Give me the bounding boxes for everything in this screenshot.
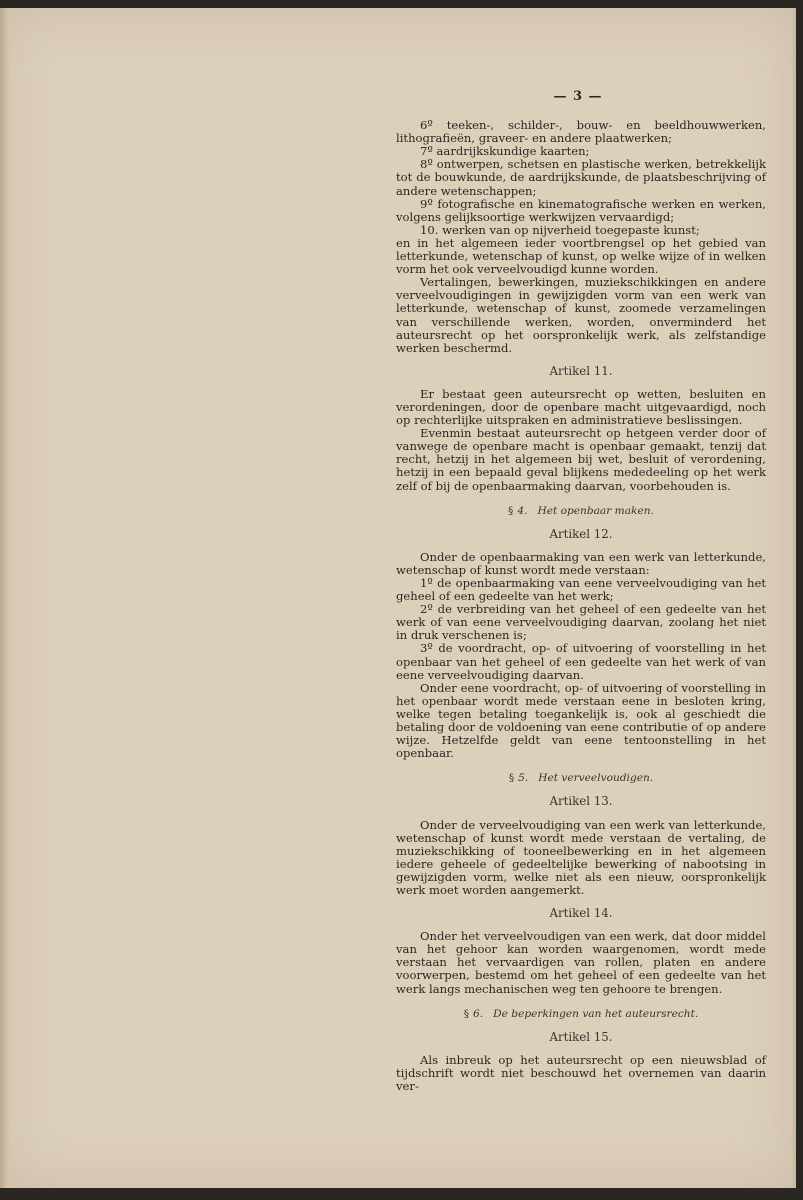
section-6-heading — [396, 1008, 766, 1021]
paragraph: Vertalingen, bewerkingen, muziekschikkingen en andere verveelvoudigingen in gewijzigden vorm van een werk van letterkunde, wetenschap of kunst, zoomede verzamelingen van verschillende werken, worden, onverminderd het auteursrecht op het oorspronkelijk werk, als zelfstandige werken beschermd. — [396, 275, 766, 355]
section-number: 4. — [517, 504, 528, 517]
page-number: — 3 — — [553, 89, 603, 104]
paragraph: 7º aardrijkskundige kaarten; — [420, 144, 590, 159]
paragraph: 2º de verbreiding van het geheel of een gedeelte van het werk of van eene verveelvoudiging daarvan, zoolang het niet in druk verschenen is; — [396, 602, 766, 643]
paragraph: Onder de openbaarmaking van een werk van letterkunde, wetenschap of kunst wordt mede verstaan: — [396, 549, 766, 577]
section-title: Het verveelvoudigen. — [538, 772, 654, 785]
section-symbol: § — [463, 1007, 470, 1020]
document-page — [0, 8, 796, 1188]
section-number: 5. — [518, 772, 529, 785]
section-title: Het openbaar maken. — [537, 504, 654, 517]
paragraph: Als inbreuk op het auteursrecht op een nieuwsblad of tijdschrift wordt niet beschouwd het overnemen van daarin ver- — [396, 1052, 766, 1093]
article-11-heading: Artikel 11. — [549, 363, 613, 378]
page-spine — [0, 8, 10, 1188]
page-edge — [793, 8, 796, 1188]
article-13-heading: Artikel 13. — [549, 794, 613, 809]
paragraph: 6º teeken-, schilder-, bouw- en beeldhouwwerken, lithografieën, graveer- en andere plaatwerken; — [396, 118, 766, 146]
paragraph: Onder de verveelvoudiging van een werk van letterkunde, wetenschap of kunst wordt mede verstaan de vertaling, de muziekschikking of tooneelbewerking en in het algemeen iedere geheele of gedeeltelijke bewerking of nabootsing in gewijzigden vorm, welke niet als een nieuw, oorspronkelijk werk moet worden aangemerkt. — [396, 817, 766, 897]
paragraph: Evenmin bestaat auteursrecht op hetgeen verder door of vanwege de openbare macht is openbaar gemaakt, tenzij dat recht, hetzij in het algemeen bij wet, besluit of verordening, hetzij in een bepaald geval blijkens mededeeling op het werk zelf of bij de openbaarmaking daarvan, voorbehouden is. — [396, 426, 766, 493]
paragraph: en in het algemeen ieder voortbrengsel op het gebied van letterkunde, wetenschap of kunst, op welke wijze of in welken vorm het ook verveelvoudigd kunne worden. — [396, 235, 766, 277]
paragraph: 8º ontwerpen, schetsen en plastische werken, betrekkelijk tot de bouwkunde, de aardrijkskunde, de plaatsbeschrijving of andere wetenschappen; — [396, 157, 766, 198]
paragraph: 3º de voordracht, op- of uitvoering of voorstelling in het openbaar van het geheel of een gedeelte van het werk of van eene verveelvoudiging daarvan. — [396, 641, 766, 682]
section-5-heading — [396, 772, 766, 785]
section-symbol: § — [508, 772, 515, 785]
paragraph: Onder het verveelvoudigen van een werk, dat door middel van het gehoor kan worden waargenomen, wordt mede verstaan het vervaardigen van rollen, platen en andere voorwerpen, bestemd om het geheel of een gedeelte van het werk langs mechanischen weg ten gehoore te brengen. — [396, 929, 766, 996]
article-14-heading: Artikel 14. — [549, 906, 613, 921]
article-15-heading: Artikel 15. — [549, 1029, 613, 1044]
paragraph: 10. werken van op nijverheid toegepaste kunst; — [420, 222, 700, 237]
paragraph: Onder eene voordracht, op- of uitvoering of voorstelling in het openbaar wordt mede verstaan eene in besloten kring, welke tegen betaling toegankelijk is, ook al geschiedt die betaling door de voldoening van eene contributie of op andere wijze. Hetzelfde geldt van eene tentoonstelling in het openbaar. — [396, 680, 766, 761]
section-4-heading — [396, 505, 766, 518]
section-title: De beperkingen van het auteursrecht. — [493, 1007, 699, 1020]
paragraph: 1º de openbaarmaking van eene verveelvoudiging van het geheel of een gedeelte van het werk; — [396, 576, 766, 604]
section-number: 6. — [473, 1007, 484, 1020]
paragraph: Er bestaat geen auteursrecht op wetten, besluiten en verordeningen, door de openbare macht uitgevaardigd, noch op rechterlijke uitspraken en administratieve beslissingen. — [396, 386, 766, 428]
paragraph: 9º fotografische en kinematografische werken en werken, volgens gelijksoortige werkwijzen vervaardigd; — [396, 196, 766, 224]
article-12-heading: Artikel 12. — [549, 526, 613, 541]
section-symbol: § — [508, 504, 514, 517]
text-column — [396, 90, 766, 1093]
